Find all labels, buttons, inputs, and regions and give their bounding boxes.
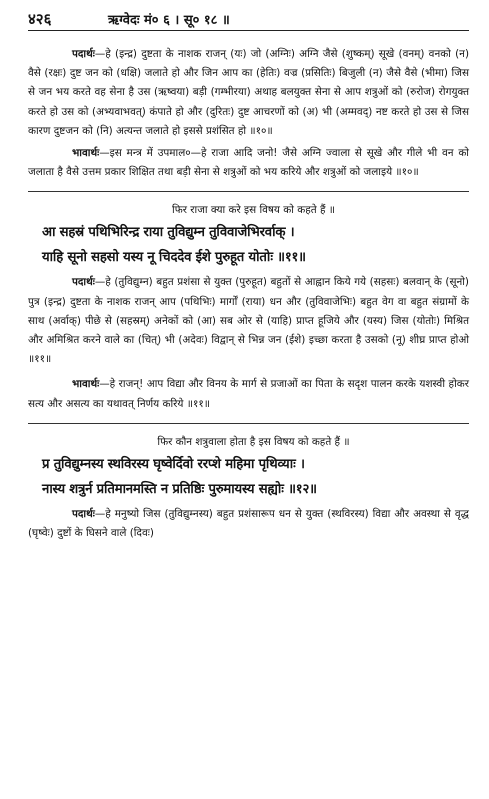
bhavartha-text: —हे राजन्! आप विद्या और विनय के मार्ग से प्रजाओं का पिता के सदृश पालन करके यशस्वी होकर सत्य और असत्य का यथावत् निर्णय करिये ॥११॥ [28, 378, 469, 410]
page-number: ४२६ [28, 10, 52, 28]
padartha-label: पदार्थः [72, 276, 95, 289]
padartha-paragraph-10 [28, 45, 469, 141]
mantra-11-line-1: आ सहस्रं पथिभिरिन्द्र राया तुविद्युम्न तुविवाजेभिरर्वाक् । [42, 225, 295, 241]
section-divider [28, 191, 469, 192]
padartha-label: पदार्थः [72, 507, 95, 520]
mantra-12-line-1: प्र तुविद्युम्नस्य स्थविरस्य घृष्वेर्दिवो ररप्शे महिमा पृथिव्याः । [42, 456, 305, 472]
mantra-intro-11: फिर राजा क्या करे इस विषय को कहते हैं ॥ [172, 204, 335, 217]
bhavartha-label: भावार्थः [72, 378, 100, 391]
padartha-label: पदार्थः [72, 48, 95, 60]
mantra-12-line-2: नास्य शत्रुर्न प्रतिमानमस्ति न प्रतिष्ठिः पुरुमायस्य सह्योः ॥१२॥ [42, 481, 317, 497]
padartha-text: —हे (तुविद्युम्न) बहुत प्रशंसा से युक्त (पुरुहूत) बहुतों से आह्वान किये गये (सहसः) बलवान् के (सूनो) पुत्र (इन्द्र) दुष्टता के नाशक राजन् आप (पथिभिः) मार्गों (राया) धन और (तुविवाजेभिः) बहुत वेग वा बहुत संग्रामों के साथ (अर्वाक्) पीछे से (सहस्रम्) अनेकों को (आ) सब ओर से (याहि) प्राप्त हूजिये और (यस्य) जिस (योतोः) मिश्रित और अमिश्रित करने वाले का (चित्) भी (अदेवः) विद्वान् से भिन्न जन (ईशे) इच्छा करता है उसको (नू) शीघ्र प्राप्त होओ ॥११॥ [28, 276, 469, 366]
padartha-text: —हे (इन्द्र) दुष्टता के नाशक राजन् (यः) जो (अग्निः) अग्नि जैसे (शुष्कम्) सूखे (वनम्) वनको (न) वैसे (रक्षः) दुष्ट जन को (धक्षि) जलाते हो और जिन आप का (हेतिः) वज्र (प्रसितिः) बिजुली (न) जैसे वैसे (भीमा) जिस से जन भय करते वह सेना है उस (ऋष्वया) बड़ी (गम्भीरया) अथाह बलयुक्त सेना से आप शत्रुओं को (रुरोज) रोगयुक्त करते हो उस को (अभ्यवाभवत्) कंपाते हो और (दुरितः) दुष्ट आचरणों को (अ) भी (अम्मवद्) नष्ट करते हो उस से जिस कारण दुष्टजन को (नि) अत्यन्त जलाते हो इससे प्रशंसित हो ॥१०॥ [28, 48, 469, 137]
padartha-paragraph-11 [28, 273, 469, 369]
padartha-paragraph-12 [28, 505, 469, 543]
bhavartha-paragraph-11 [28, 375, 469, 413]
mantra-intro-12: फिर कौन शत्रुवाला होता है इस विषय को कहते हैं ॥ [157, 435, 350, 448]
running-head: ऋग्वेदः मं० ६ । सू० १८ ॥ [108, 13, 230, 28]
bhavartha-text: —इस मन्त्र में उपमाल०—हे राजा आदि जनो! जैसे अग्नि ज्वाला से सूखे और गीले भी वन को जलाता है वैसे उत्तम प्रकार शिक्षित तथा बड़ी सेना से शत्रुओं को भय करिये और शत्रुओं को जलाइये ॥१०॥ [28, 147, 469, 179]
section-divider [28, 423, 469, 424]
mantra-11-line-2: याहि सूनो सहसो यस्य नू चिददेव ईशे पुरुहूत योतोः ॥११॥ [42, 250, 306, 266]
page-header [28, 8, 469, 31]
bhavartha-paragraph-10 [28, 144, 469, 182]
bhavartha-label: भावार्थः [72, 147, 100, 160]
padartha-text: —हे मनुष्यो जिस (तुविद्युम्नस्य) बहुत प्रशंसारूप धन से युक्त (स्थविरस्य) विद्या और अवस्था से वृद्ध (घृष्वेः) दुष्टों के घिसने वाले (दिवः) [28, 507, 469, 540]
